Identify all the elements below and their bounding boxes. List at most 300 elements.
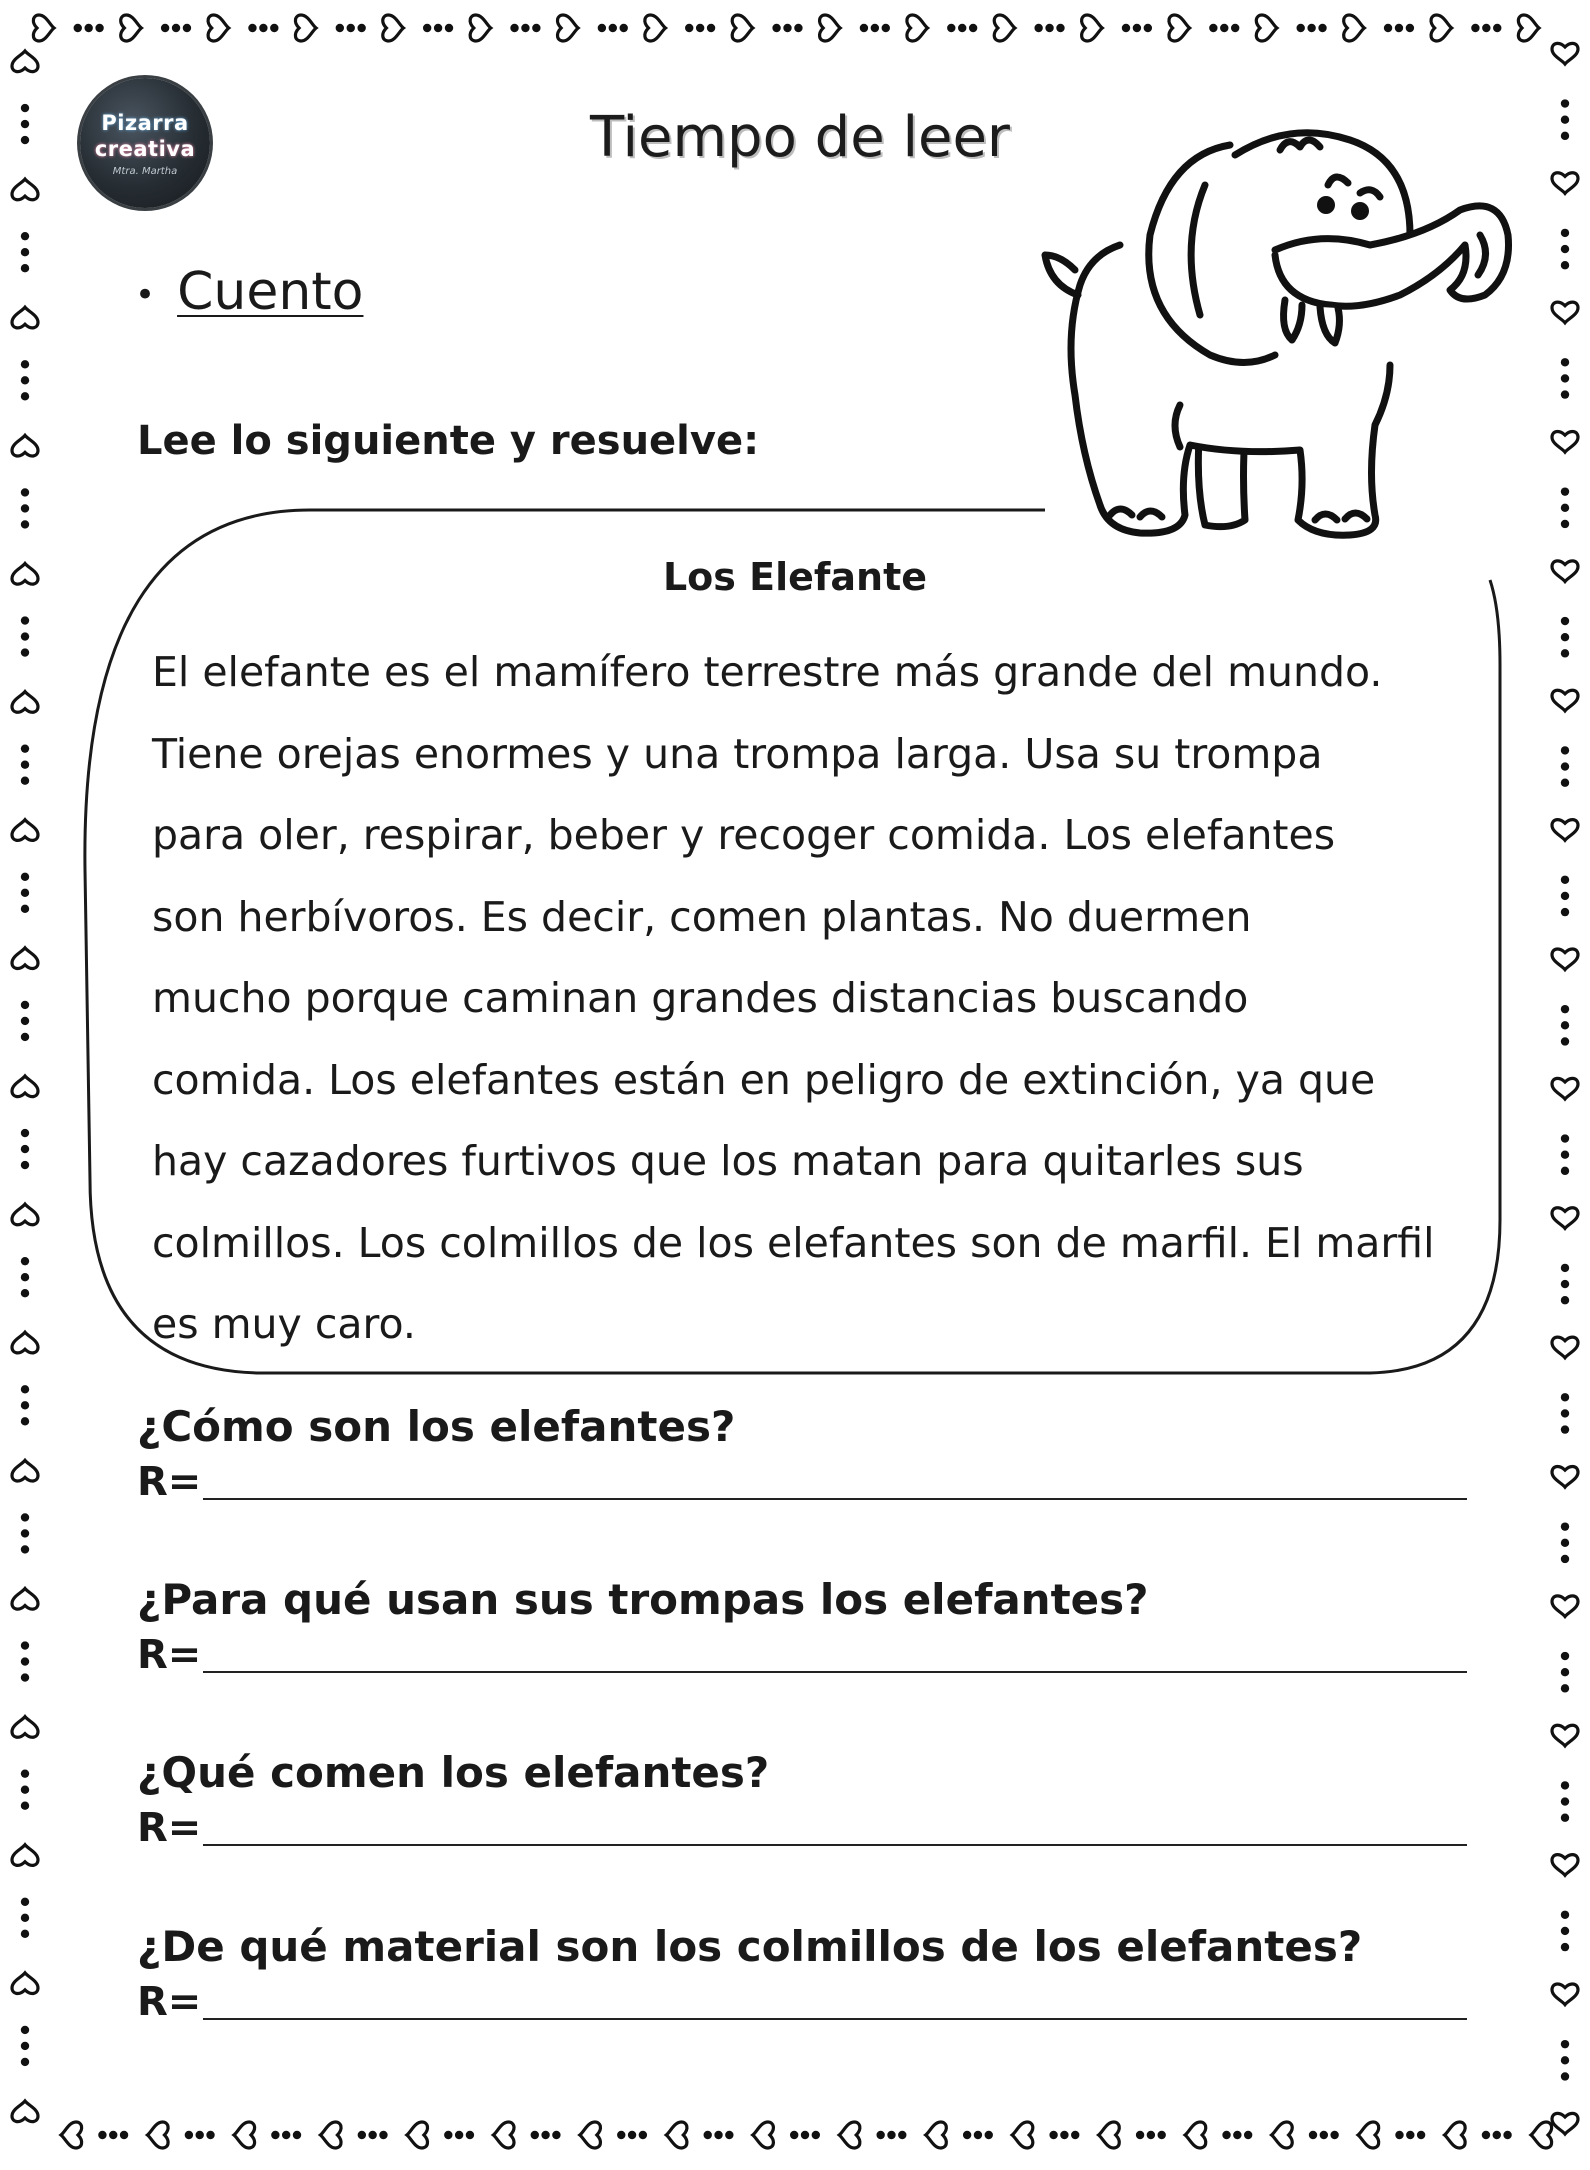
- border-heart: [1552, 1596, 1578, 1617]
- answer-line[interactable]: [203, 1844, 1467, 1846]
- border-dot: [21, 504, 29, 512]
- answer-line[interactable]: [203, 1671, 1467, 1673]
- border-heart: [12, 51, 38, 72]
- story-text: [152, 632, 1472, 1366]
- border-dot: [1561, 229, 1569, 237]
- border-heart: [320, 2122, 341, 2148]
- section-label: [135, 262, 363, 322]
- border-heart: [234, 2122, 255, 2148]
- story-line: hay cazadores furtivos que los matan para quitarles sus: [152, 1137, 1304, 1185]
- border-dot: [21, 1161, 29, 1169]
- border-dot: [1561, 876, 1569, 884]
- border-dot: [1144, 24, 1152, 32]
- border-heart: [121, 15, 142, 41]
- border-dot: [21, 1033, 29, 1041]
- border-dot: [21, 2058, 29, 2066]
- border-dot: [620, 24, 628, 32]
- border-heart: [12, 1204, 38, 1225]
- border-heart: [33, 15, 54, 41]
- border-dot: [336, 24, 344, 32]
- border-heart: [1552, 43, 1578, 64]
- border-heart: [493, 2122, 514, 2148]
- border-dot: [1561, 649, 1569, 657]
- border-heart: [1099, 2122, 1120, 2148]
- border-dot: [1561, 261, 1569, 269]
- border-dot: [1133, 24, 1141, 32]
- border-heart: [147, 2122, 168, 2148]
- border-dot: [98, 2131, 106, 2139]
- border-dot: [1561, 1911, 1569, 1919]
- border-dot: [696, 24, 704, 32]
- border-dot: [790, 2131, 798, 2139]
- border-heart: [12, 564, 38, 585]
- border-dot: [1561, 779, 1569, 787]
- border-dot: [21, 632, 29, 640]
- border-heart: [1552, 949, 1578, 970]
- pizarra-creativa-logo: [80, 78, 210, 208]
- border-heart: [753, 2122, 774, 2148]
- border-heart: [1552, 1467, 1578, 1488]
- border-dot: [1561, 1814, 1569, 1822]
- border-dot: [1561, 1943, 1569, 1951]
- border-heart: [926, 2122, 947, 2148]
- border-dot: [1157, 2131, 1165, 2139]
- border-dot: [685, 24, 693, 32]
- section-cuento: Cuento: [177, 262, 364, 322]
- border-dot: [1049, 2131, 1057, 2139]
- border-heart: [407, 2122, 428, 2148]
- border-heart: [1445, 2122, 1466, 2148]
- border-dot: [21, 1017, 29, 1025]
- border-dot: [379, 2131, 387, 2139]
- border-dot: [1561, 1539, 1569, 1547]
- border-dot: [1482, 2131, 1490, 2139]
- border-dot: [1561, 1005, 1569, 1013]
- story-line: mucho porque caminan grandes distancias buscando: [152, 974, 1249, 1022]
- border-dot: [21, 1289, 29, 1297]
- border-dot: [368, 2131, 376, 2139]
- border-heart: [1518, 15, 1539, 41]
- answer-label: R=: [137, 1805, 202, 1851]
- border-dot: [531, 2131, 539, 2139]
- border-dot: [714, 2131, 722, 2139]
- border-dot: [21, 360, 29, 368]
- border-dot: [1122, 24, 1130, 32]
- border-dot: [282, 2131, 290, 2139]
- border-dot: [196, 2131, 204, 2139]
- question-text: ¿De qué material son los colmillos de los elefantes?: [137, 1922, 1363, 1971]
- border-dot: [1561, 245, 1569, 253]
- border-dot: [783, 24, 791, 32]
- instruction-text: Lee lo siguiente y resuelve:: [137, 418, 760, 464]
- border-dot: [21, 1657, 29, 1665]
- border-dot: [1417, 2131, 1425, 2139]
- border-dot: [1493, 2131, 1501, 2139]
- story-line: colmillos. Los colmillos de los elefantes son de marfil. El marfil: [152, 1218, 1435, 1267]
- border-dot: [21, 1257, 29, 1265]
- border-dot: [1561, 1264, 1569, 1272]
- border-dot: [21, 2026, 29, 2034]
- border-dot: [1244, 2131, 1252, 2139]
- border-dot: [423, 24, 431, 32]
- border-dot: [21, 1129, 29, 1137]
- border-heart: [61, 2122, 82, 2148]
- border-heart: [12, 1973, 38, 1994]
- border-dot: [21, 616, 29, 624]
- border-dot: [1561, 1797, 1569, 1805]
- border-heart: [1552, 561, 1578, 582]
- border-heart: [557, 15, 578, 41]
- border-dot: [707, 24, 715, 32]
- border-dot: [860, 24, 868, 32]
- border-dot: [532, 24, 540, 32]
- question-1: [137, 1400, 1467, 1506]
- border-dot: [21, 264, 29, 272]
- border-dot: [445, 24, 453, 32]
- question-2: [137, 1573, 1467, 1679]
- border-dot: [434, 24, 442, 32]
- border-dot: [1561, 746, 1569, 754]
- border-dot: [871, 24, 879, 32]
- border-dot: [21, 760, 29, 768]
- border-dot: [1318, 24, 1326, 32]
- border-heart: [1185, 2122, 1206, 2148]
- border-dot: [21, 889, 29, 897]
- border-dot: [21, 376, 29, 384]
- border-dot: [1561, 1409, 1569, 1417]
- border-dot: [1220, 24, 1228, 32]
- border-dot: [1561, 892, 1569, 900]
- border-dot: [21, 648, 29, 656]
- story-line: para oler, respirar, beber y recoger comida. Los elefantes: [152, 811, 1336, 859]
- border-dot: [21, 1785, 29, 1793]
- border-heart: [12, 1332, 38, 1353]
- border-dot: [1561, 1652, 1569, 1660]
- border-dot: [1406, 2131, 1414, 2139]
- border-dot: [963, 2131, 971, 2139]
- border-heart: [1552, 690, 1578, 711]
- border-dot: [1561, 374, 1569, 382]
- border-dot: [248, 24, 256, 32]
- border-dot: [161, 24, 169, 32]
- border-dot: [21, 1273, 29, 1281]
- border-heart: [580, 2122, 601, 2148]
- border-dot: [1493, 24, 1501, 32]
- border-dot: [21, 777, 29, 785]
- border-dot: [772, 24, 780, 32]
- border-heart: [1552, 820, 1578, 841]
- border-dot: [974, 2131, 982, 2139]
- border-dot: [21, 120, 29, 128]
- border-dot: [21, 1513, 29, 1521]
- answer-row: [137, 1978, 1467, 2026]
- border-dot: [704, 2131, 712, 2139]
- border-dot: [109, 2131, 117, 2139]
- border-dot: [898, 2131, 906, 2139]
- border-dot: [259, 24, 267, 32]
- story-line: son herbívoros. Es decir, comen plantas. No duermen: [152, 892, 1252, 941]
- border-dot: [1561, 390, 1569, 398]
- question-text: ¿Qué comen los elefantes?: [137, 1748, 770, 1797]
- border-heart: [12, 692, 38, 713]
- border-heart: [1082, 15, 1103, 41]
- border-dot: [1222, 2131, 1230, 2139]
- border-dot: [21, 1385, 29, 1393]
- border-dot: [347, 24, 355, 32]
- border-dot: [1561, 1668, 1569, 1676]
- border-dot: [95, 24, 103, 32]
- border-dot: [21, 1930, 29, 1938]
- border-dot: [1561, 99, 1569, 107]
- border-dot: [1561, 1134, 1569, 1142]
- border-heart: [820, 15, 841, 41]
- border-dot: [617, 2131, 625, 2139]
- border-dot: [21, 1673, 29, 1681]
- border-dot: [21, 1898, 29, 1906]
- border-heart: [1256, 15, 1277, 41]
- border-dot: [21, 104, 29, 112]
- border-dot: [21, 1545, 29, 1553]
- border-dot: [876, 2131, 884, 2139]
- border-dot: [1561, 1927, 1569, 1935]
- border-heart: [839, 2122, 860, 2148]
- border-dot: [812, 2131, 820, 2139]
- border-dot: [552, 2131, 560, 2139]
- border-heart: [12, 2101, 38, 2122]
- border-dot: [358, 2131, 366, 2139]
- story-line: Tiene orejas enormes y una trompa larga. Usa su trompa: [152, 729, 1323, 778]
- border-dot: [270, 24, 278, 32]
- border-dot: [172, 24, 180, 32]
- border-dot: [1561, 1280, 1569, 1288]
- border-heart: [1552, 1208, 1578, 1229]
- answer-label: R=: [137, 1979, 202, 2025]
- border-dot: [21, 392, 29, 400]
- border-dot: [21, 1401, 29, 1409]
- border-dot: [1561, 1021, 1569, 1029]
- border-dot: [74, 24, 82, 32]
- answer-row: [137, 1804, 1467, 1852]
- border-dot: [21, 873, 29, 881]
- border-dot: [21, 1802, 29, 1810]
- border-dot: [1561, 1150, 1569, 1158]
- border-dot: [1503, 2131, 1511, 2139]
- border-dot: [444, 2131, 452, 2139]
- border-heart: [1552, 1337, 1578, 1358]
- logo-line1: Pizarra: [101, 110, 189, 135]
- border-heart: [1272, 2122, 1293, 2148]
- border-dot: [1561, 2040, 1569, 2048]
- border-heart: [12, 179, 38, 200]
- border-dot: [1209, 24, 1217, 32]
- question-text: ¿Cómo son los elefantes?: [137, 1402, 736, 1451]
- border-dot: [1071, 2131, 1079, 2139]
- answer-row: [137, 1631, 1467, 1679]
- border-heart: [732, 15, 753, 41]
- border-dot: [801, 2131, 809, 2139]
- border-dot: [1136, 2131, 1144, 2139]
- border-dot: [1561, 1684, 1569, 1692]
- border-dot: [21, 1145, 29, 1153]
- border-heart: [12, 820, 38, 841]
- answer-label: R=: [137, 1632, 202, 1678]
- answer-row: [137, 1458, 1467, 1506]
- border-dot: [21, 1914, 29, 1922]
- border-dot: [1561, 1167, 1569, 1175]
- answer-line[interactable]: [203, 2018, 1467, 2020]
- border-heart: [208, 15, 229, 41]
- border-heart: [470, 15, 491, 41]
- border-heart: [12, 1717, 38, 1738]
- border-heart: [12, 1460, 38, 1481]
- border-dot: [1482, 24, 1490, 32]
- border-heart: [1552, 1725, 1578, 1746]
- border-dot: [120, 2131, 128, 2139]
- answer-label: R=: [137, 1459, 202, 1505]
- border-dot: [639, 2131, 647, 2139]
- border-heart: [1012, 2122, 1033, 2148]
- border-heart: [1552, 173, 1578, 194]
- border-dot: [185, 2131, 193, 2139]
- border-dot: [1034, 24, 1042, 32]
- story-title: Los Elefante: [662, 555, 928, 599]
- story-line: comida. Los elefantes están en peligro de extinción, ya que: [152, 1055, 1376, 1104]
- border-dot: [1561, 1296, 1569, 1304]
- border-dot: [1561, 2056, 1569, 2064]
- border-dot: [455, 2131, 463, 2139]
- border-dot: [21, 905, 29, 913]
- border-heart: [295, 15, 316, 41]
- question-text: ¿Para qué usan sus trompas los elefantes?: [137, 1575, 1149, 1624]
- border-dot: [21, 1001, 29, 1009]
- border-dot: [21, 248, 29, 256]
- border-dot: [271, 2131, 279, 2139]
- border-dot: [21, 136, 29, 144]
- border-heart: [1552, 1855, 1578, 1876]
- border-dot: [1561, 1555, 1569, 1563]
- border-heart: [1552, 302, 1578, 323]
- border-dot: [969, 24, 977, 32]
- border-dot: [1296, 24, 1304, 32]
- border-heart: [12, 307, 38, 328]
- border-dot: [1045, 24, 1053, 32]
- question-4: [137, 1920, 1467, 2026]
- border-dot: [1561, 1037, 1569, 1045]
- border-dot: [84, 24, 92, 32]
- border-dot: [598, 24, 606, 32]
- border-dot: [21, 488, 29, 496]
- border-heart: [666, 2122, 687, 2148]
- border-dot: [1561, 1393, 1569, 1401]
- border-dot: [21, 1417, 29, 1425]
- border-dot: [466, 2131, 474, 2139]
- border-dot: [1561, 132, 1569, 140]
- bullet: •: [135, 275, 156, 315]
- border-dot: [21, 1529, 29, 1537]
- border-dot: [1561, 2072, 1569, 2080]
- border-heart: [12, 1076, 38, 1097]
- logo-line2: creativa: [94, 136, 196, 161]
- border-dot: [628, 2131, 636, 2139]
- border-heart: [12, 1845, 38, 1866]
- border-dot: [1395, 2131, 1403, 2139]
- border-heart: [1552, 1078, 1578, 1099]
- story-line: es muy caro.: [152, 1300, 416, 1348]
- border-dot: [21, 232, 29, 240]
- border-dot: [1406, 24, 1414, 32]
- border-heart: [12, 1589, 38, 1610]
- border-dot: [1056, 24, 1064, 32]
- border-heart: [1344, 15, 1365, 41]
- answer-line[interactable]: [203, 1498, 1467, 1500]
- border-dot: [1561, 1781, 1569, 1789]
- border-heart: [12, 435, 38, 456]
- border-dot: [1395, 24, 1403, 32]
- border-dot: [510, 24, 518, 32]
- border-dot: [21, 2042, 29, 2050]
- border-dot: [887, 2131, 895, 2139]
- border-heart: [1358, 2122, 1379, 2148]
- border-dot: [1561, 504, 1569, 512]
- border-heart: [1552, 1984, 1578, 2005]
- story-line: El elefante es el mamífero terrestre más grande del mundo.: [152, 648, 1383, 696]
- border-dot: [357, 24, 365, 32]
- border-dot: [521, 24, 529, 32]
- border-dot: [958, 24, 966, 32]
- border-dot: [725, 2131, 733, 2139]
- border-heart: [1552, 2113, 1578, 2134]
- border-dot: [293, 2131, 301, 2139]
- border-dot: [21, 1641, 29, 1649]
- border-dot: [21, 744, 29, 752]
- border-dot: [609, 24, 617, 32]
- border-dot: [206, 2131, 214, 2139]
- border-dot: [1060, 2131, 1068, 2139]
- border-dot: [1320, 2131, 1328, 2139]
- border-dot: [21, 520, 29, 528]
- border-dot: [1233, 2131, 1241, 2139]
- border-dot: [1231, 24, 1239, 32]
- border-dot: [1384, 24, 1392, 32]
- border-dot: [1561, 115, 1569, 123]
- border-dot: [1561, 908, 1569, 916]
- border-heart: [1552, 432, 1578, 453]
- border-heart: [12, 948, 38, 969]
- border-dot: [1561, 358, 1569, 366]
- border-dot: [1471, 24, 1479, 32]
- border-dot: [1561, 487, 1569, 495]
- border-heart: [1531, 2122, 1552, 2148]
- border-dot: [947, 24, 955, 32]
- question-3: [137, 1746, 1467, 1852]
- border-dot: [794, 24, 802, 32]
- border-dot: [1561, 762, 1569, 770]
- border-heart: [383, 15, 404, 41]
- border-dot: [1147, 2131, 1155, 2139]
- border-dot: [1561, 1522, 1569, 1530]
- border-dot: [1309, 2131, 1317, 2139]
- border-dot: [541, 2131, 549, 2139]
- border-heart: [907, 15, 928, 41]
- border-dot: [1561, 617, 1569, 625]
- border-dot: [21, 1769, 29, 1777]
- border-dot: [882, 24, 890, 32]
- border-heart: [645, 15, 666, 41]
- logo-sub: Mtra. Martha: [112, 165, 178, 177]
- border-heart: [1431, 15, 1452, 41]
- border-dot: [1561, 633, 1569, 641]
- border-dot: [1330, 2131, 1338, 2139]
